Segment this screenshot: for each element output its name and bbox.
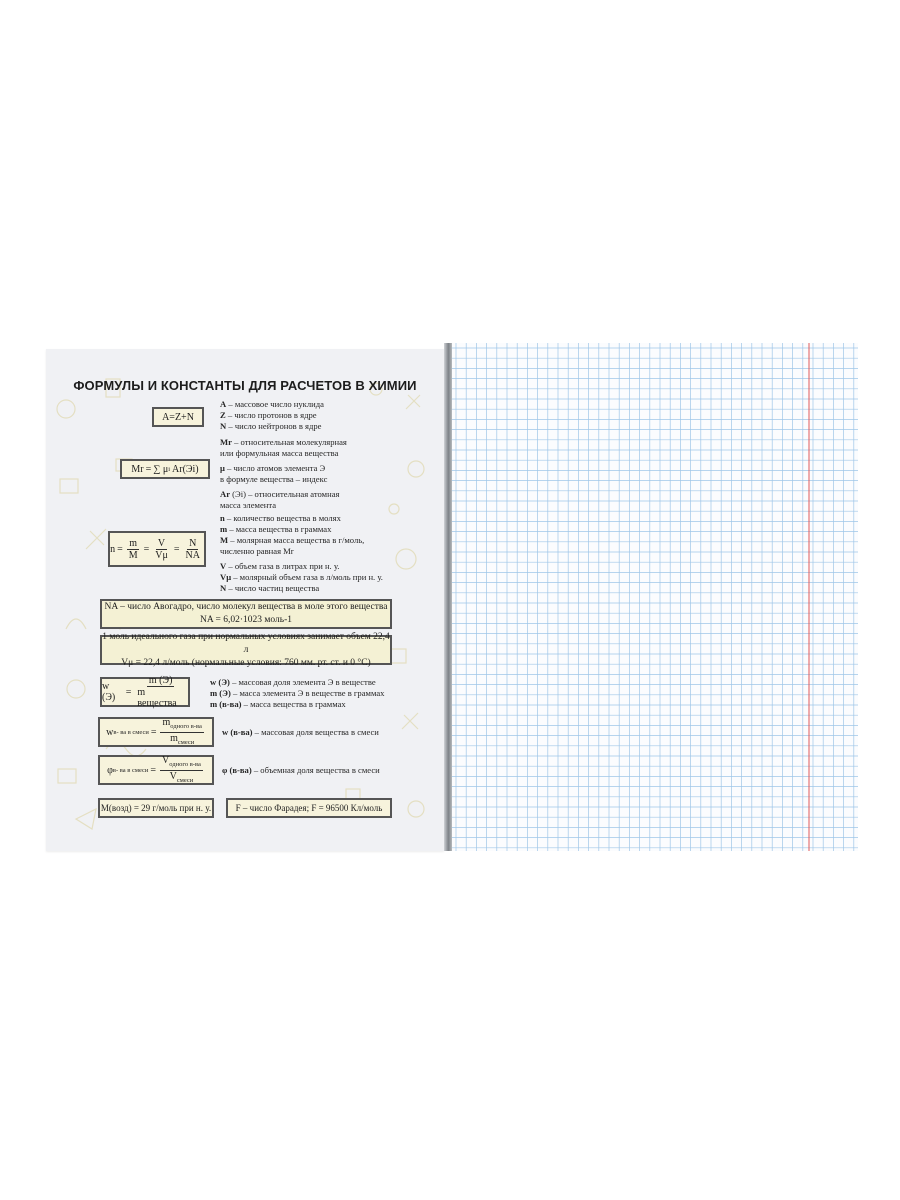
- ideal-gas-line-1: 1 моль идеального газа при нормальных условиях занимает объем 22,4 л: [102, 631, 390, 655]
- desc-line: Vμ – молярный объем газа в л/моль при н. у.: [220, 572, 383, 582]
- desc-line: m (Э) – масса элемента Э в веществе в граммах: [210, 688, 385, 698]
- desc-line: масса элемента: [220, 500, 277, 510]
- fraction: $\frac{V_{одного в-ва}}{V_{смеси}}$: [162, 754, 201, 784]
- notebook-spine: [444, 343, 452, 851]
- description-volume-fraction-mixture: φ (в-ва) – объемная доля вещества в смеси: [222, 765, 380, 775]
- ideal-gas-line-2: Vμ = 22,4 л/моль (нормальные условия: 760 мм. рт. ст. и 0 °С): [121, 657, 371, 668]
- formula-air-molar-mass: M(возд) = 29 г/моль при н. у.: [98, 798, 214, 818]
- fraction: $\frac{m (Э)}{\text{m вещества}}$: [137, 675, 177, 709]
- page-title: ФОРМУЛЫ И КОНСТАНТЫ ДЛЯ РАСЧЕТОВ В ХИМИИ: [73, 378, 417, 393]
- description-mass-fraction-mixture: w (в-ва) – массовая доля вещества в смеси: [222, 727, 379, 737]
- fraction: $\frac{N}{NA}$: [185, 537, 200, 561]
- formula-text: A=Z+N: [162, 411, 194, 423]
- formula-mass-fraction-mixture: w в- ва в смеси = $\frac{m_{одного в-ва}}{m_{смеси}}$: [98, 717, 214, 747]
- description-mass-number: [220, 399, 324, 432]
- desc-line: в формуле вещества – индекс: [220, 474, 328, 484]
- desc-line: или формульная масса вещества: [220, 448, 339, 458]
- desc-line: A – массовое число нуклида: [220, 399, 324, 409]
- desc-line: численно равная Mr: [220, 546, 294, 556]
- fraction: $\frac{V}{V\mu}$: [155, 537, 168, 561]
- formula-mass-number: [152, 407, 204, 427]
- desc-line: V – объем газа в литрах при н. у.: [220, 561, 340, 571]
- desc-line: μ – число атомов элемента Э: [220, 463, 326, 473]
- desc-line: m (в-ва) – масса вещества в граммах: [210, 699, 346, 709]
- formula-faraday-constant: F – число Фарадея; F = 96500 Кл/моль: [226, 798, 392, 818]
- formula-volume-fraction-mixture: φ в- ва в смеси = $\frac{V_{одного в-ва}}{V_{смеси}}$: [98, 755, 214, 785]
- open-notebook: [46, 343, 858, 851]
- formula-amount-of-substance: n = $\frac{m}{M}$ = $\frac{V}{V\mu}$ = $\frac{N}{NA}$: [108, 531, 206, 567]
- right-page-grid-paper: [452, 343, 858, 851]
- fraction: $\frac{m}{M}$: [128, 537, 138, 561]
- box-ideal-gas: [100, 631, 392, 668]
- desc-line: N – число нейтронов в ядре: [220, 421, 322, 431]
- formula-relative-molecular-mass: Mr = ∑ μ i Ar(Эi): [120, 459, 210, 479]
- desc-line: w (Э) – массовая доля элемента Э в веществе: [210, 677, 376, 687]
- formula-mass-fraction-element: w (Э) = $\frac{m (Э)}{\text{m вещества}}$: [100, 677, 190, 707]
- desc-line: Ar (Эi) – относительная атомная: [220, 489, 340, 499]
- box-avogadro-constant: [100, 599, 392, 629]
- description-mass-fraction-element: [210, 677, 384, 710]
- desc-line: N – число частиц вещества: [220, 583, 320, 593]
- grid-lines: [452, 343, 858, 851]
- avogadro-line-2: NA = 6,02·1023 моль-1: [199, 615, 293, 625]
- desc-line: Z – число протонов в ядре: [220, 410, 317, 420]
- description-relative-molecular-mass: [220, 437, 347, 511]
- description-amount-of-substance: [220, 513, 383, 594]
- fraction: $\frac{m_{одного в-ва}}{m_{смеси}}$: [162, 716, 202, 746]
- desc-line: M – молярная масса вещества в г/моль,: [220, 535, 365, 545]
- desc-line: n – количество вещества в молях: [220, 513, 341, 523]
- avogadro-line-1: NA – число Авогадро, число молекул вещества в моле этого вещества: [104, 602, 388, 612]
- desc-line: m – масса вещества в граммах: [220, 524, 332, 534]
- desc-line: Mr – относительная молекулярная: [220, 437, 347, 447]
- left-page-chemistry-cheatsheet: [46, 349, 444, 851]
